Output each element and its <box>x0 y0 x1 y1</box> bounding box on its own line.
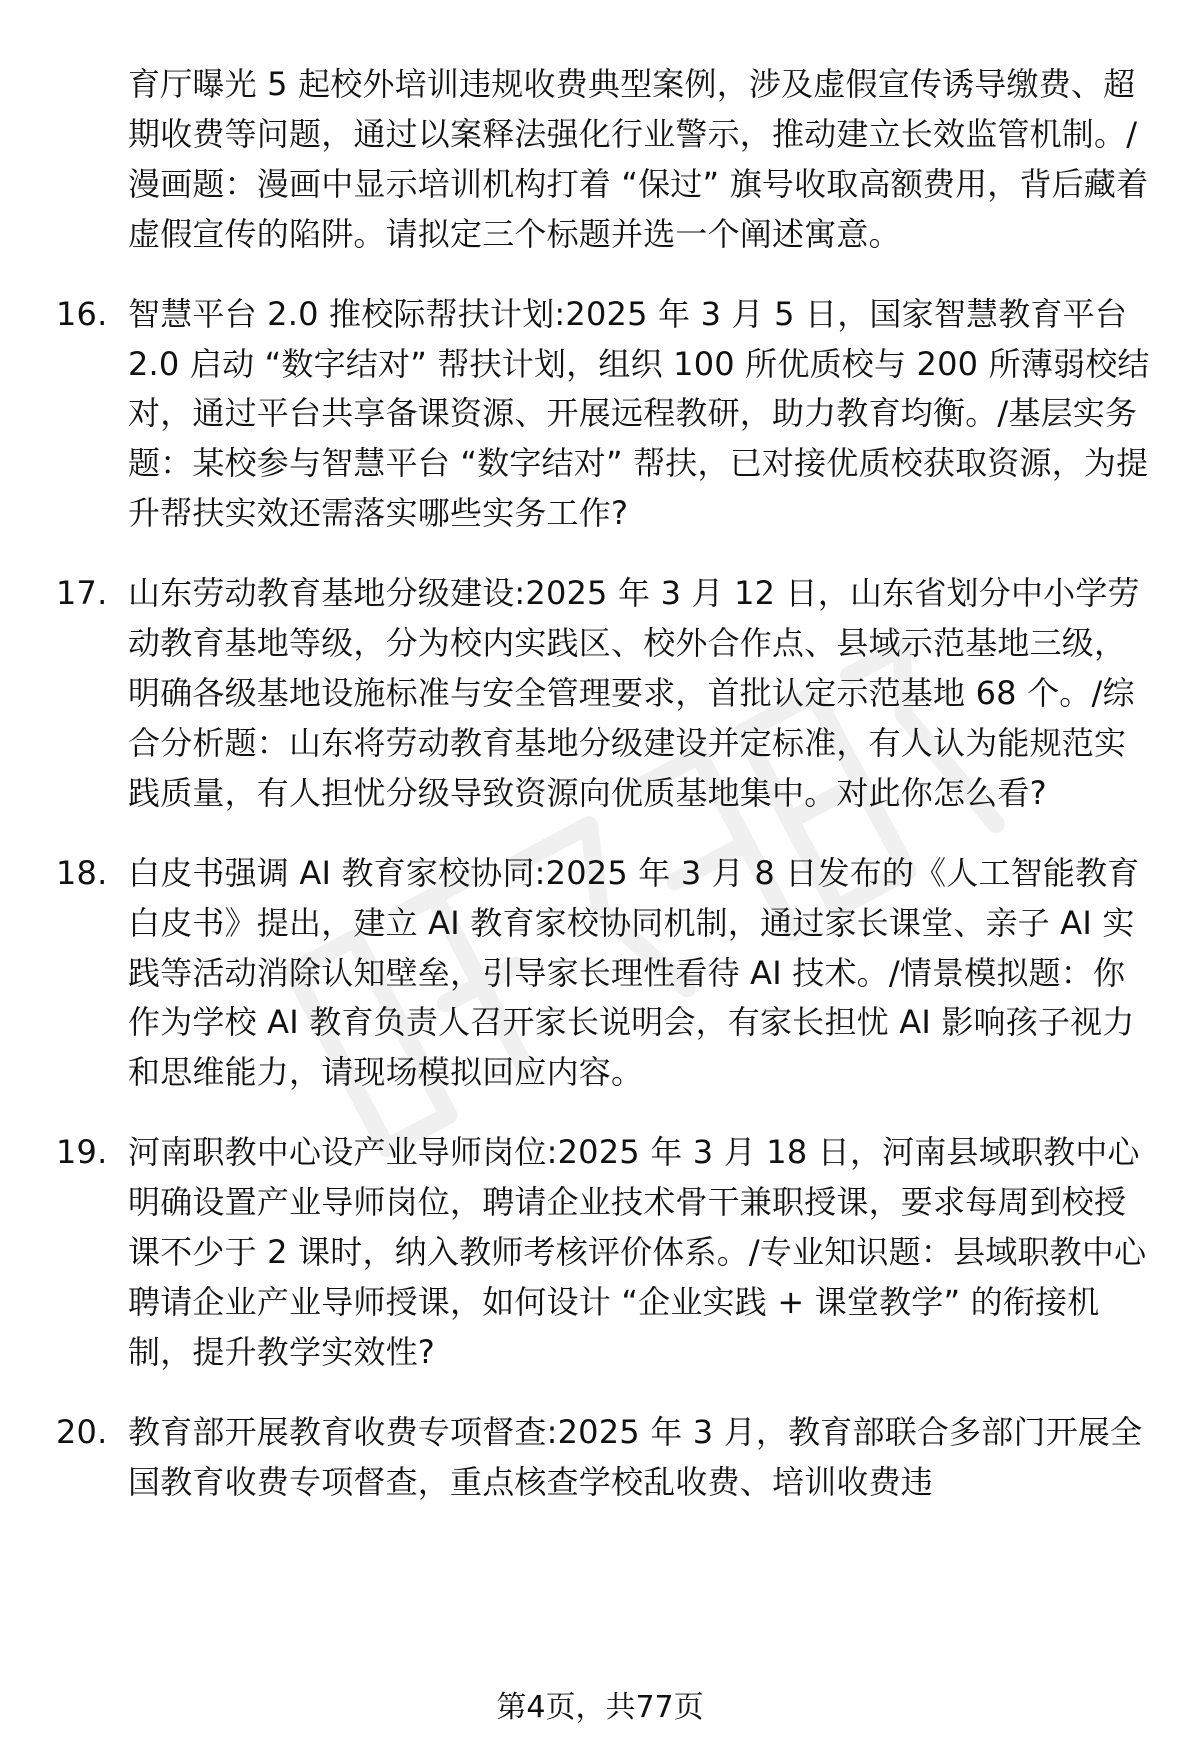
item-text: 教育部开展教育收费专项督查:2025 年 3 月，教育部联合多部门开展全国教育收费专项督查，重点核查学校乱收费、培训收费违 <box>128 1412 1143 1501</box>
list-item <box>56 1128 1156 1378</box>
item-number: 16. <box>56 294 108 333</box>
list-item <box>56 569 1156 819</box>
item-text: 山东劳动教育基地分级建设:2025 年 3 月 12 日，山东省划分中小学劳动教育基地等级，分为校内实践区、校外合作点、县域示范基地三级，明确各级基地设施标准与安全管理要求，首批认定示范基地 68 个。/综合分析题：山东将劳动教育基地分级建设并定标准，有人认为能规范实践质量，有人担忧分级导致资源向优质基地集中。对此你怎么看? <box>128 574 1140 812</box>
list-item <box>56 290 1156 540</box>
document-content <box>56 60 1156 1538</box>
item-text: 河南职教中心设产业导师岗位:2025 年 3 月 18 日，河南县域职教中心明确设置产业导师岗位，聘请企业技术骨干兼职授课，要求每周到校授课不少于 2 课时，纳入教师考核评价体系。/专业知识题：县域职教中心聘请企业产业导师授课，如何设计 “企业实践 + 课堂教学” 的衔接机制，提升教学实效性? <box>128 1133 1147 1371</box>
page-footer: 第4页，共77页 <box>496 1690 704 1725</box>
list-item <box>56 849 1156 1099</box>
intro-paragraph: 育厅曝光 5 起校外培训违规收费典型案例，涉及虚假宣传诱导缴费、超期收费等问题，通过以案释法强化行业警示，推动建立长效监管机制。/漫画题：漫画中显示培训机构打着 “保过” 旗号收取高额费用，背后藏着虚假宣传的陷阱。请拟定三个标题并选一个阐述寓意。 <box>128 65 1149 253</box>
item-number: 18. <box>56 853 108 892</box>
item-number: 17. <box>56 574 108 613</box>
list-item <box>56 1408 1156 1508</box>
item-number: 19. <box>56 1133 108 1172</box>
item-text: 智慧平台 2.0 推校际帮扶计划:2025 年 3 月 5 日，国家智慧教育平台 2.0 启动 “数字结对” 帮扶计划，组织 100 所优质校与 200 所薄弱校结对，通过平台共享备课资源、开展远程教研，助力教育均衡。/基层实务题：某校参与智慧平台 “数字结对” 帮扶，已对接优质校获取资源，为提升帮扶实效还需落实哪些实务工作? <box>128 294 1150 533</box>
item-text: 白皮书强调 AI 教育家校协同:2025 年 3 月 8 日发布的《人工智能教育白皮书》提出，建立 AI 教育家校协同机制，通过家长课堂、亲子 AI 实践等活动消除认知壁垒，引导家长理性看待 AI 技术。/情景模拟题：你作为学校 AI 教育负责人召开家长说明会，有家长担忧 AI 影响孩子视力和思维能力，请现场模拟回应内容。 <box>128 853 1140 1092</box>
item-number: 20. <box>56 1412 108 1451</box>
